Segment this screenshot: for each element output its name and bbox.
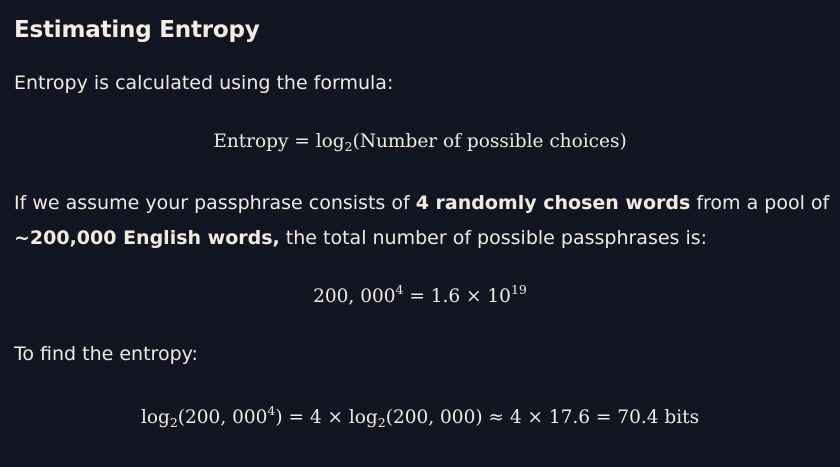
count-result: = 1.6 × 10 [403, 286, 511, 307]
passphrase-count-equation [0, 282, 840, 307]
calc-arg-1a: (200, 000 [177, 407, 268, 428]
assumption-paragraph [14, 186, 829, 256]
calc-arg-1b: ) [275, 407, 283, 428]
formula-equals: = [294, 131, 310, 152]
count-exponent: 4 [395, 282, 404, 297]
calc-log-1: log [140, 407, 170, 428]
entropy-calculation [0, 403, 840, 430]
calc-log-base-1: 2 [169, 415, 178, 430]
count-result-exponent: 19 [510, 282, 527, 297]
calc-middle: = 4 × log [282, 407, 378, 428]
calc-tail: (200, 000) ≈ 4 × 17.6 = 70.4 bits [385, 407, 700, 428]
assumption-text-2: from a pool of [690, 192, 830, 214]
intro-text: Entropy is calculated using the formula: [14, 72, 394, 94]
assumption-text-1: If we assume your passphrase consists of [14, 192, 416, 214]
formula-log: log [315, 131, 345, 152]
entropy-formula [0, 131, 840, 152]
count-base: 200, 000 [313, 286, 396, 307]
assumption-bold-pool: ~200,000 English words, [14, 227, 280, 249]
assumption-text-3: the total number of possible passphrases is: [279, 227, 708, 249]
page-title: Estimating Entropy [14, 17, 260, 43]
formula-lhs: Entropy [213, 131, 289, 152]
calc-exponent-1: 4 [267, 403, 276, 418]
formula-argument: (Number of possible choices) [352, 131, 627, 152]
find-entropy-text: To find the entropy: [14, 343, 198, 365]
formula-log-base: 2 [344, 139, 353, 154]
assumption-bold-words: 4 randomly chosen words [415, 192, 691, 214]
calc-log-base-2: 2 [377, 415, 386, 430]
